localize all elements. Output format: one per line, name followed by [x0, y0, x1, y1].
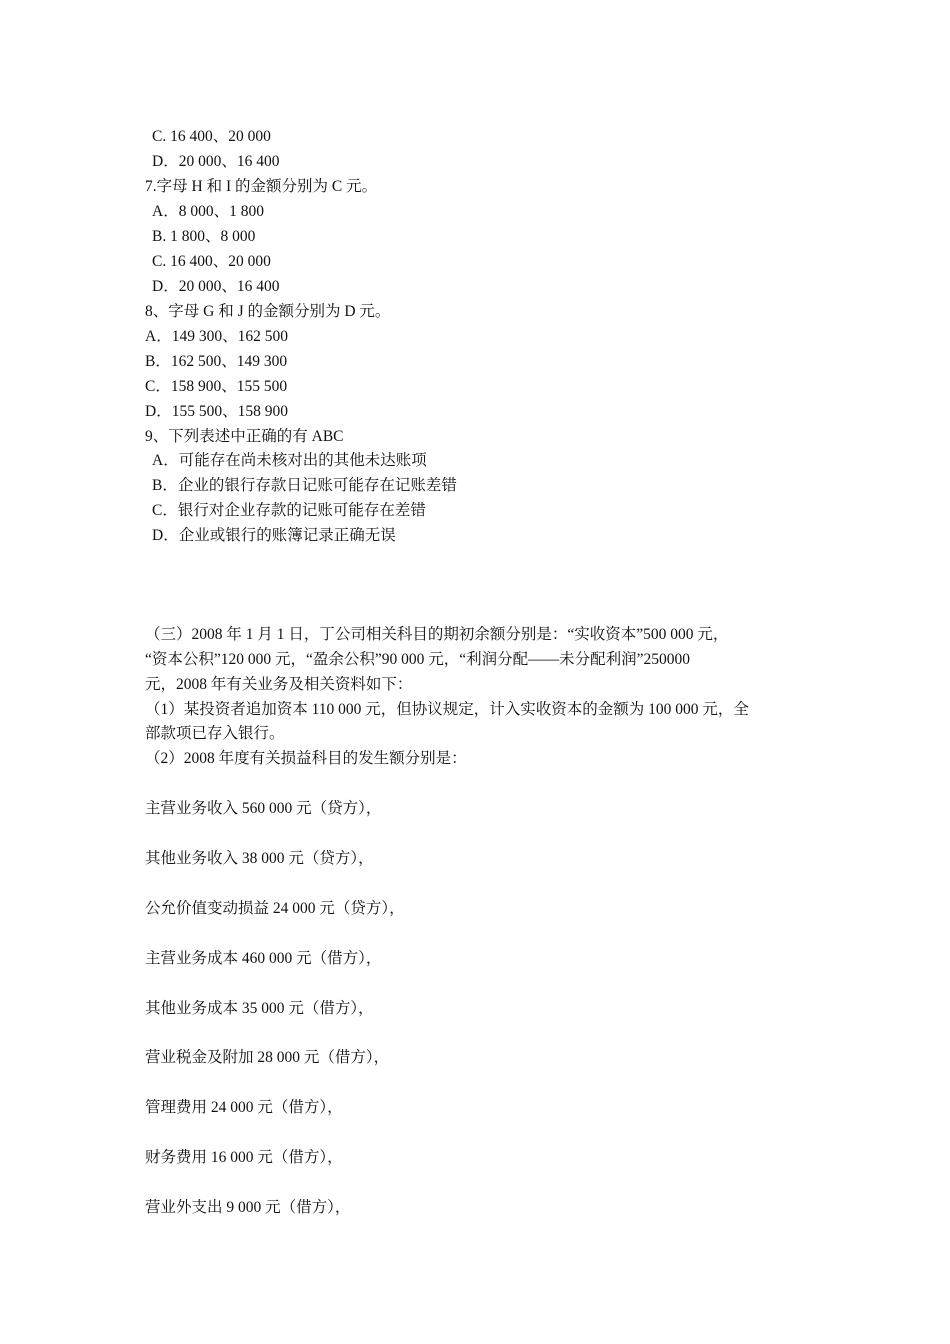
q8-stem: 8、字母 G 和 J 的金额分别为 D 元。	[145, 303, 391, 320]
q8-option-b: B．162 500、149 300	[145, 353, 288, 370]
ledger-entry: 其他业务收入 38 000 元（贷方），	[145, 850, 374, 867]
q7-option-b: B. 1 800、8 000	[152, 228, 256, 245]
section3-item2: （2）2008 年度有关损益科目的发生额分别是：	[145, 750, 467, 767]
q9-option-b: B．企业的银行存款日记账可能存在记账差错	[152, 477, 457, 494]
q9-option-a: A．可能存在尚未核对出的其他未达账项	[152, 452, 427, 469]
q6-option-c: C. 16 400、20 000	[152, 128, 271, 145]
ledger-entry: 主营业务成本 460 000 元（借方），	[145, 950, 382, 967]
q6-option-d: D．20 000、16 400	[152, 153, 280, 170]
q8-option-c: C．158 900、155 500	[145, 378, 288, 395]
q8-option-d: D．155 500、158 900	[145, 403, 288, 420]
ledger-entry: 管理费用 24 000 元（借方），	[145, 1099, 343, 1116]
q7-option-d: D．20 000、16 400	[152, 278, 280, 295]
section3-intro-line-3: 元，2008 年有关业务及相关资料如下：	[145, 676, 413, 693]
q7-stem: 7.字母 H 和 I 的金额分别为 C 元。	[145, 178, 378, 195]
q7-option-c: C. 16 400、20 000	[152, 253, 271, 270]
ledger-entry: 营业外支出 9 000 元（借方），	[145, 1199, 351, 1216]
ledger-entry: 公允价值变动损益 24 000 元（贷方），	[145, 900, 405, 917]
ledger-entry: 其他业务成本 35 000 元（借方），	[145, 1000, 374, 1017]
section3-intro-line-2: “资本公积”120 000 元，“盈余公积”90 000 元，“利润分配——未分配利润”250000	[145, 651, 691, 668]
q8-option-a: A．149 300、162 500	[145, 328, 288, 345]
q7-option-a: A．8 000、1 800	[152, 203, 264, 220]
ledger-entry: 营业税金及附加 28 000 元（借方），	[145, 1049, 390, 1066]
section3-intro-line-1: （三）2008 年 1 月 1 日，丁公司相关科目的期初余额分别是：“实收资本”500 000 元，	[145, 626, 729, 643]
ledger-entry: 主营业务收入 560 000 元（贷方），	[145, 800, 382, 817]
q9-option-d: D．企业或银行的账簿记录正确无误	[152, 527, 396, 544]
q9-stem: 9、下列表述中正确的有 ABC	[145, 428, 344, 445]
ledger-entry: 财务费用 16 000 元（借方），	[145, 1149, 343, 1166]
section3-item1-line-2: 部款项已存入银行。	[145, 725, 285, 742]
section3-item1-line-1: （1）某投资者追加资本 110 000 元，但协议规定，计入实收资本的金额为 100 000 元，全	[145, 701, 749, 718]
q9-option-c: C．银行对企业存款的记账可能存在差错	[152, 502, 426, 519]
